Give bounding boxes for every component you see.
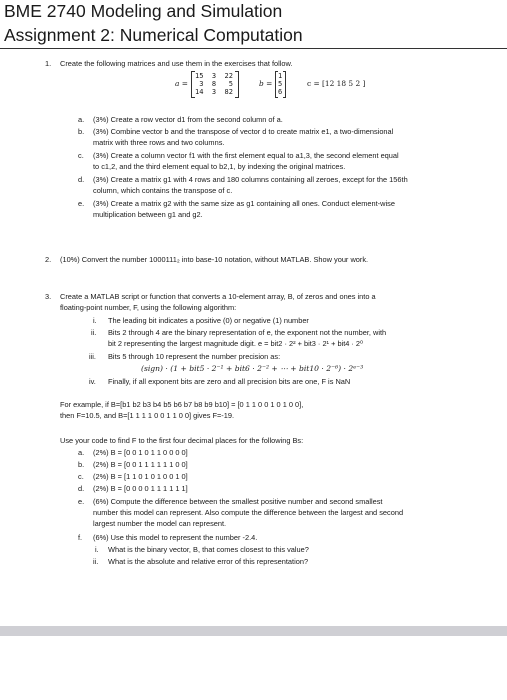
algo-label: i. [93,316,97,325]
algo-text: bit 2 representing the largest magnitude digit. e = bit2 · 2² + bit3 · 2¹ + bit4 · 2⁰ [108,339,364,348]
question-number: 3. [45,292,52,301]
course-title: BME 2740 Modeling and Simulation [4,1,283,21]
item-text: matrix with three rows and two columns. [93,138,225,147]
part-label: d. [78,484,85,493]
vector-b [275,71,286,98]
matrix-a-label: a = [175,79,188,88]
subpart-label: i. [95,545,99,554]
algo-text: The leading bit indicates a positive (0) or negative (1) number [108,316,309,325]
vector-b-entry: 5 [278,80,283,88]
subpart-label: ii. [93,557,99,566]
part-label: f. [78,533,83,542]
vector-b-label: b = [259,79,273,88]
algo-text: Bits 5 through 10 represent the number precision as: [108,352,281,361]
part-text: number this model can represent. Also compute the difference between the largest and second [93,508,404,517]
item-label: d. [78,175,85,184]
part-text: (2%) B = [0 0 1 0 1 1 0 0 0 0] [93,448,188,457]
matrix-a-row: 15 3 22 [195,72,233,80]
matrix-a-row: 14 3 82 [195,88,233,96]
part-text: (6%) Use this model to represent the number -2.4. [93,533,258,542]
part-text: (2%) B = [0 0 0 0 1 1 1 1 1 1] [93,484,188,493]
algo-text: Bits 2 through 4 are the binary representation of e, the exponent not the number, with [108,328,387,337]
question-number: 2. [45,255,52,264]
part-text: (2%) B = [1 1 0 1 0 1 0 0 1 0] [93,472,188,481]
page-footer-band [0,626,507,636]
item-text: (3%) Create a matrix g2 with the same size as g1 containing all ones. Conduct element-wise [93,199,395,208]
question-text: (10%) Convert the number 1000111₂ into base-10 notation, without MATLAB. Show your work. [60,255,369,264]
question-number: 1. [45,59,52,68]
item-text: to c1,2, and the third element equal to b2,1, by indexing the original matrices. [93,162,346,171]
question-intro: floating-point number, F, using the following algorithm: [60,303,237,312]
item-text: (3%) Combine vector b and the transpose of vector d to create matrix e1, a two-dimensional [93,127,394,136]
item-text: multiplication between g1 and g2. [93,210,203,219]
algo-label: ii. [91,328,97,337]
item-label: b. [78,127,85,136]
vector-b-entry: 1 [278,72,283,80]
item-text: (3%) Create a column vector f1 with the first element equal to a1,3, the second element equal [93,151,399,160]
item-text: (3%) Create a matrix g1 with 4 rows and 180 columns containing all zeroes, except for the 156th [93,175,408,184]
part-label: c. [78,472,84,481]
algo-label: iii. [89,352,96,361]
item-text: (3%) Create a row vector d1 from the second column of a. [93,115,283,124]
instruction-text: Use your code to find F to the first four decimal places for the following Bs: [60,436,304,445]
matrix-a [191,71,239,98]
item-label: c. [78,151,84,160]
assignment-title: Assignment 2: Numerical Computation [4,25,303,45]
subpart-text: What is the absolute and relative error of this representation? [108,557,309,566]
question-intro: Create a MATLAB script or function that converts a 10-element array, B, of zeros and ones into a [60,292,376,301]
algo-text: Finally, if all exponent bits are zero and all precision bits are one, F is NaN [108,377,351,386]
item-label: e. [78,199,85,208]
part-text: (2%) B = [0 0 1 1 1 1 1 1 0 0] [93,460,188,469]
matrix-a-row: 3 8 5 [195,80,233,88]
item-text: column, which contains the transpose of c. [93,186,233,195]
part-label: b. [78,460,85,469]
algo-label: iv. [89,377,96,386]
subpart-text: What is the binary vector, B, that comes closest to this value? [108,545,309,554]
part-label: a. [78,448,85,457]
precision-formula: (sign) · (1 + bit5 · 2⁻¹ + bit6 · 2⁻² + ⋯ + bit10 · 2⁻⁶) · 2ᵉ⁻³ [141,364,364,373]
part-label: e. [78,497,85,506]
example-text: For example, if B=[b1 b2 b3 b4 b5 b6 b7 b8 b9 b10] = [0 1 1 0 0 1 0 1 0 0], [60,400,304,409]
item-label: a. [78,115,85,124]
example-text: then F=10.5, and B=[1 1 1 1 0 0 1 1 0 0] gives F=-19. [60,411,235,420]
vector-c: c = [12 18 5 2 ] [307,79,366,88]
question-intro: Create the following matrices and use them in the exercises that follow. [60,59,293,68]
part-text: largest number the model can represent. [93,519,227,528]
vector-b-entry: 6 [278,88,283,96]
part-text: (6%) Compute the difference between the smallest positive number and second smallest [93,497,383,506]
